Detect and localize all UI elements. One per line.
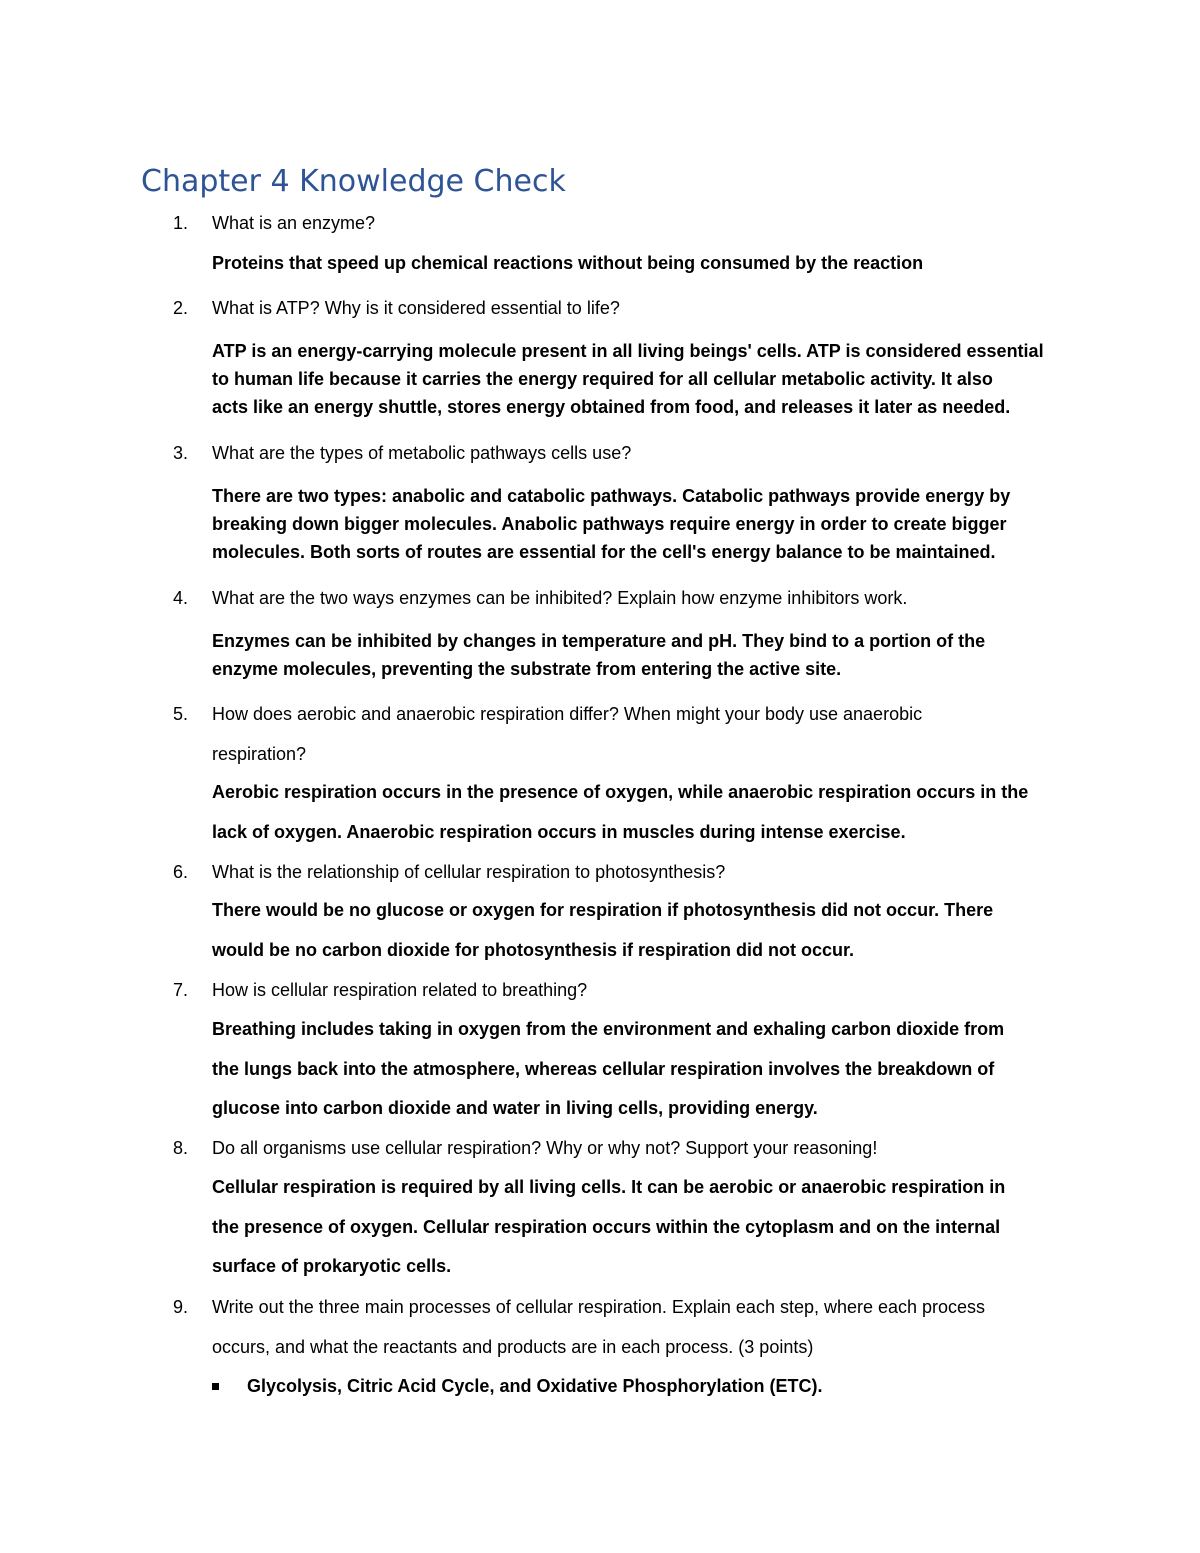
question-line: How does aerobic and anaerobic respiration differ? When might your body use anaerobic <box>212 704 923 724</box>
question-number: 8. <box>173 1138 189 1158</box>
question-number: 2. <box>173 298 189 318</box>
answer-text <box>212 773 1072 852</box>
answer-line: to human life because it carries the energy required for all cellular metabolic activity. It also <box>212 369 993 389</box>
answer-line: ATP is an energy-carrying molecule present in all living beings' cells. ATP is considered essential <box>212 341 1044 361</box>
answer-line: Enzymes can be inhibited by changes in temperature and pH. They bind to a portion of the <box>212 631 986 651</box>
question-text <box>212 296 1072 336</box>
question-text <box>212 1295 1072 1374</box>
question-line: How is cellular respiration related to breathing? <box>212 980 588 1000</box>
answer-text <box>212 627 1072 683</box>
question-number: 1. <box>173 213 189 233</box>
answer-line: There are two types: anabolic and catabolic pathways. Catabolic pathways provide energy by <box>212 486 1011 506</box>
question-text <box>212 702 1072 781</box>
question-line: Write out the three main processes of cellular respiration. Explain each step, where each process <box>212 1297 986 1317</box>
answer-line: the lungs back into the atmosphere, whereas cellular respiration involves the breakdown of <box>212 1058 995 1079</box>
answer-line: There would be no glucose or oxygen for respiration if photosynthesis did not occur. There <box>212 900 994 920</box>
answer-line: Aerobic respiration occurs in the presence of oxygen, while anaerobic respiration occurs in the <box>212 782 1029 802</box>
question-number: 6. <box>173 862 189 882</box>
square-bullet-icon <box>212 1383 219 1390</box>
question-line: What is ATP? Why is it considered essential to life? <box>212 298 620 318</box>
question-line: What are the two ways enzymes can be inhibited? Explain how enzyme inhibitors work. <box>212 588 908 608</box>
answer-line: glucose into carbon dioxide and water in living cells, providing energy. <box>212 1098 818 1118</box>
answer-line: Breathing includes taking in oxygen from the environment and exhaling carbon dioxide from <box>212 1019 1005 1039</box>
answer-line: would be no carbon dioxide for photosynthesis if respiration did not occur. <box>212 939 855 960</box>
answer-line: the presence of oxygen. Cellular respiration occurs within the cytoplasm and on the internal <box>212 1216 1001 1237</box>
question-line: Do all organisms use cellular respiration? Why or why not? Support your reasoning! <box>212 1138 878 1158</box>
question-line: What are the types of metabolic pathways cells use? <box>212 443 632 463</box>
answer-line: breaking down bigger molecules. Anabolic pathways require energy in order to create bigger <box>212 514 1007 534</box>
answer-line: surface of prokaryotic cells. <box>212 1256 452 1276</box>
answer-text <box>212 891 1072 970</box>
answer-text <box>212 1010 1072 1129</box>
question-text <box>212 441 1072 481</box>
answer-line: enzyme molecules, preventing the substrate from entering the active site. <box>212 659 842 679</box>
answer-line: Cellular respiration is required by all living cells. It can be aerobic or anaerobic respiration in <box>212 1177 1006 1197</box>
answer-line: molecules. Both sorts of routes are essential for the cell's energy balance to be maintained. <box>212 542 996 562</box>
question-number: 4. <box>173 588 189 608</box>
question-number: 7. <box>173 980 189 1000</box>
answer-line: Proteins that speed up chemical reactions without being consumed by the reaction <box>212 253 924 273</box>
answer-line: acts like an energy shuttle, stores energy obtained from food, and releases it later as needed. <box>212 397 1011 417</box>
question-line: What is the relationship of cellular respiration to photosynthesis? <box>212 862 726 882</box>
bullet-item: Glycolysis, Citric Acid Cycle, and Oxidative Phosphorylation (ETC). <box>247 1376 823 1396</box>
question-number: 3. <box>173 443 189 463</box>
page-title: Chapter 4 Knowledge Check <box>141 164 566 199</box>
answer-text <box>212 249 1072 277</box>
question-number: 5. <box>173 704 189 724</box>
answer-text <box>212 337 1072 421</box>
question-line: What is an enzyme? <box>212 213 376 233</box>
question-number: 9. <box>173 1297 189 1317</box>
question-text <box>212 211 1072 251</box>
question-text <box>212 586 1072 626</box>
answer-text <box>212 1168 1072 1287</box>
question-line: occurs, and what the reactants and products are in each process. (3 points) <box>212 1336 814 1357</box>
question-line: respiration? <box>212 743 307 764</box>
answer-text <box>212 482 1072 566</box>
answer-line: lack of oxygen. Anaerobic respiration occurs in muscles during intense exercise. <box>212 821 906 842</box>
